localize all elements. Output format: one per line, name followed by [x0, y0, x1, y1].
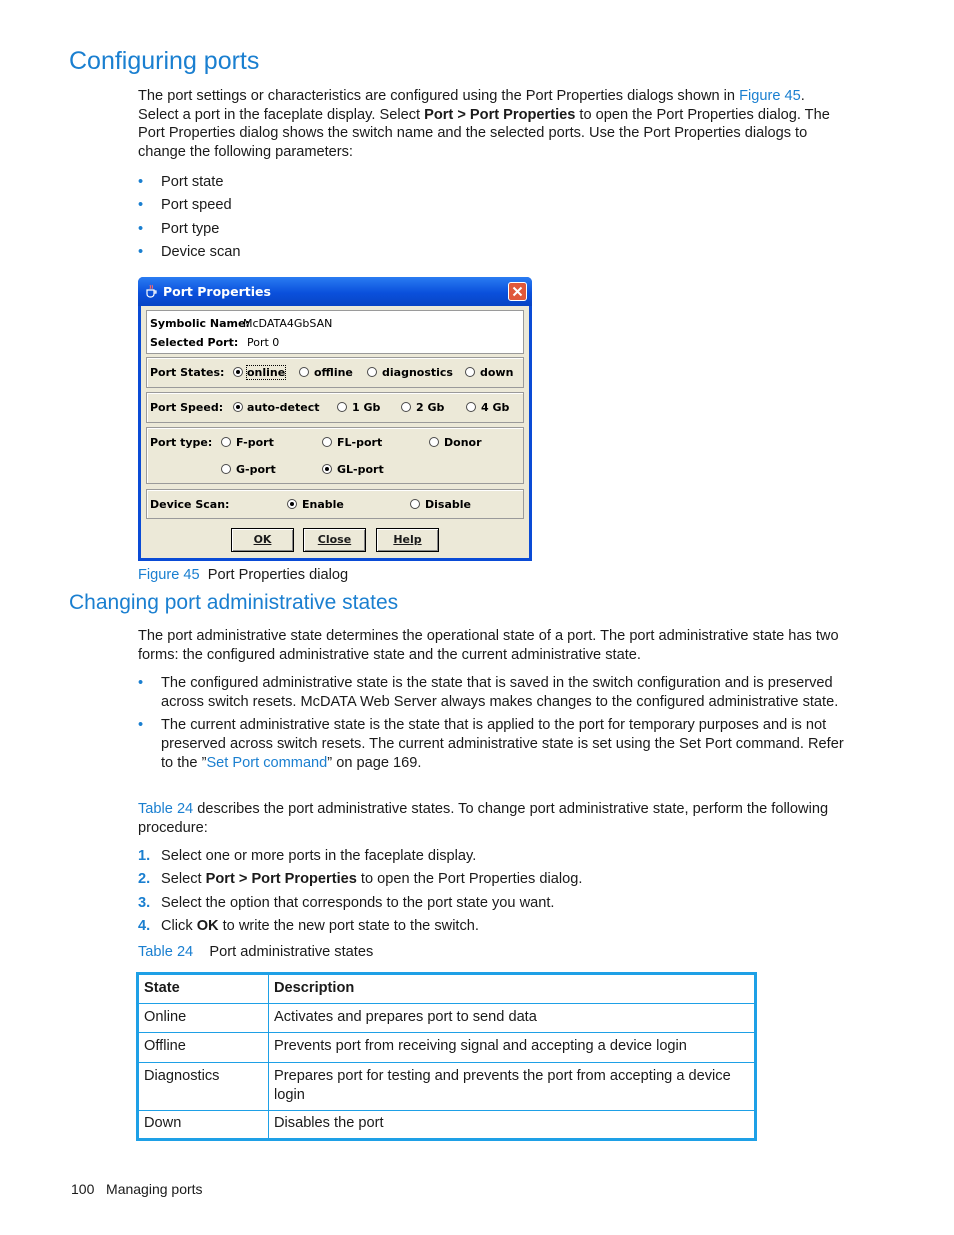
port-states-label: Port States:: [150, 366, 225, 379]
footer-section: Managing ports: [106, 1181, 203, 1197]
radio-donor[interactable]: [429, 437, 439, 447]
radio-auto-detect-label: auto-detect: [247, 401, 320, 414]
table-caption-label: Table 24: [138, 944, 194, 960]
list-item: • The configured administrative state is the state that is saved in the switch configuration and is preserved across switch resets. McDATA Web Server always makes changes to the configured administrative state.: [138, 674, 848, 711]
admin-state-list: [138, 674, 848, 773]
symbolic-name-value: McDATA4GbSAN: [243, 317, 333, 330]
radio-diagnostics[interactable]: [367, 367, 377, 377]
step-text: Select the option that corresponds to the port state you want.: [161, 894, 555, 911]
help-button[interactable]: Help: [376, 528, 439, 552]
intro-text-2: . Select a port in the faceplate display. Select: [138, 88, 805, 123]
port-speed-group: [146, 392, 524, 423]
intro-text-1: The port settings or characteristics are configured using the Port Properties dialogs shown in: [138, 88, 740, 104]
step-item: [138, 870, 848, 893]
table-header-row: [138, 974, 756, 1004]
step-ok-label: OK: [196, 917, 219, 934]
port-states-table: [136, 972, 757, 1141]
radio-down[interactable]: [465, 367, 475, 377]
close-button[interactable]: Close: [303, 528, 366, 552]
figure-45-link[interactable]: Figure 45: [739, 88, 801, 104]
table-cell: Down: [138, 1111, 269, 1140]
step-text: to write the new port state to the switch.: [218, 917, 479, 934]
table-row: [138, 1063, 756, 1111]
table-24-link[interactable]: Table 24: [138, 801, 194, 817]
dialog-body: [141, 306, 529, 558]
selected-port-label: Selected Port:: [150, 336, 239, 349]
table-cell: Prevents port from receiving signal and accepting a device login: [269, 1033, 756, 1063]
list-item: • Port state: [138, 171, 241, 194]
bullet-text: The current administrative state is the state that is applied to the port for temporary purposes and is not preserved across switch resets. The current administrative state is set using the Set Port command. Refer to the ”: [161, 717, 844, 771]
port-states-group: [146, 357, 524, 388]
radio-g-port-label: G-port: [236, 463, 276, 476]
list-item: • Port speed: [138, 194, 241, 217]
step-number: 1.: [138, 848, 151, 864]
radio-disable-label: Disable: [425, 498, 471, 511]
radio-4gb-label: 4 Gb: [481, 401, 510, 414]
radio-4gb[interactable]: [466, 402, 476, 412]
intro-text-3: to open the Port Properties dialog. The Port Properties dialog shows the switch name and the selected ports. Use the Port Properties dialogs to change the following parameters:: [138, 106, 830, 161]
switch-info-group: [146, 310, 524, 354]
table-caption-text: Port administrative states: [209, 944, 374, 960]
step-item: [138, 847, 848, 870]
table-row: [138, 1004, 756, 1033]
radio-diagnostics-label: diagnostics: [382, 366, 453, 379]
step-text: Click: [161, 917, 197, 934]
port-properties-dialog: [138, 277, 532, 561]
port-speed-label: Port Speed:: [150, 401, 224, 414]
table-cell: Diagnostics: [138, 1063, 269, 1111]
radio-gl-port-label: GL-port: [337, 463, 384, 476]
page-title: Configuring ports: [69, 47, 260, 75]
radio-auto-detect[interactable]: [233, 402, 243, 412]
radio-2gb-label: 2 Gb: [416, 401, 445, 414]
port-type-label: Port type:: [150, 436, 213, 449]
device-scan-group: [146, 489, 524, 519]
table-cell: Offline: [138, 1033, 269, 1063]
step-number: 4.: [138, 917, 151, 934]
parameter-list: [138, 171, 241, 265]
radio-fl-port[interactable]: [322, 437, 332, 447]
table-cell: Activates and prepares port to send data: [269, 1004, 756, 1033]
radio-enable[interactable]: [287, 499, 297, 509]
radio-f-port-label: F-port: [236, 436, 274, 449]
radio-1gb-label: 1 Gb: [352, 401, 381, 414]
table-reference-paragraph: [138, 800, 848, 837]
table-caption: [138, 943, 373, 962]
radio-down-label: down: [480, 366, 514, 379]
list-item: [138, 716, 848, 772]
dialog-title: Port Properties: [163, 284, 271, 299]
radio-donor-label: Donor: [444, 436, 482, 449]
list-item: • Device scan: [138, 241, 241, 264]
radio-g-port[interactable]: [221, 464, 231, 474]
radio-online-label: online: [247, 366, 286, 379]
device-scan-label: Device Scan:: [150, 498, 230, 511]
symbolic-name-label: Symbolic Name:: [150, 317, 250, 330]
intro-menu-path: Port > Port Properties: [424, 106, 576, 123]
figure-caption: [138, 566, 348, 585]
radio-online[interactable]: [233, 367, 243, 377]
ok-button[interactable]: OK: [231, 528, 294, 552]
table-reference-text: describes the port administrative states. To change port administrative state, perform the following procedure:: [138, 801, 829, 836]
step-item: [138, 917, 848, 940]
table-header-cell: Description: [269, 974, 756, 1004]
set-port-command-link[interactable]: Set Port command: [206, 754, 328, 771]
dialog-titlebar: [138, 277, 532, 306]
selected-port-value: Port 0: [247, 336, 280, 349]
table-header-cell: State: [138, 974, 269, 1004]
step-text: to open the Port Properties dialog.: [356, 871, 583, 888]
intro-paragraph: [138, 87, 848, 162]
radio-disable[interactable]: [410, 499, 420, 509]
radio-gl-port[interactable]: [322, 464, 332, 474]
close-icon[interactable]: [508, 282, 527, 301]
radio-offline[interactable]: [299, 367, 309, 377]
java-cup-icon: [145, 284, 157, 298]
step-number: 3.: [138, 894, 151, 911]
table-cell: Online: [138, 1004, 269, 1033]
radio-enable-label: Enable: [302, 498, 344, 511]
radio-2gb[interactable]: [401, 402, 411, 412]
table-cell: Disables the port: [269, 1111, 756, 1140]
page-footer: [71, 1181, 203, 1197]
page-number: 100: [71, 1181, 95, 1197]
figure-caption-text: Port Properties dialog: [207, 567, 349, 583]
section-heading: Changing port administrative states: [69, 591, 399, 614]
step-number: 2.: [138, 871, 151, 888]
table-row: [138, 1033, 756, 1063]
port-type-group: [146, 427, 524, 484]
step-text: Select one or more ports in the faceplate display.: [161, 848, 477, 864]
step-menu-path: Port > Port Properties: [205, 871, 357, 888]
step-text: Select: [161, 871, 206, 888]
bullet-text: ” on page 169.: [327, 754, 422, 771]
procedure-steps: [138, 847, 848, 940]
table-cell: Prepares port for testing and prevents the port from accepting a device login: [269, 1063, 756, 1111]
list-item: • Port type: [138, 218, 241, 241]
radio-f-port[interactable]: [221, 437, 231, 447]
radio-fl-port-label: FL-port: [337, 436, 383, 449]
figure-caption-label: Figure 45: [138, 567, 200, 583]
step-item: [138, 894, 848, 917]
admin-intro-paragraph: The port administrative state determines the operational state of a port. The port administrative state has two forms: the configured administrative state and the current administrative state.: [138, 628, 839, 663]
radio-1gb[interactable]: [337, 402, 347, 412]
radio-offline-label: offline: [314, 366, 353, 379]
table-row: [138, 1111, 756, 1140]
